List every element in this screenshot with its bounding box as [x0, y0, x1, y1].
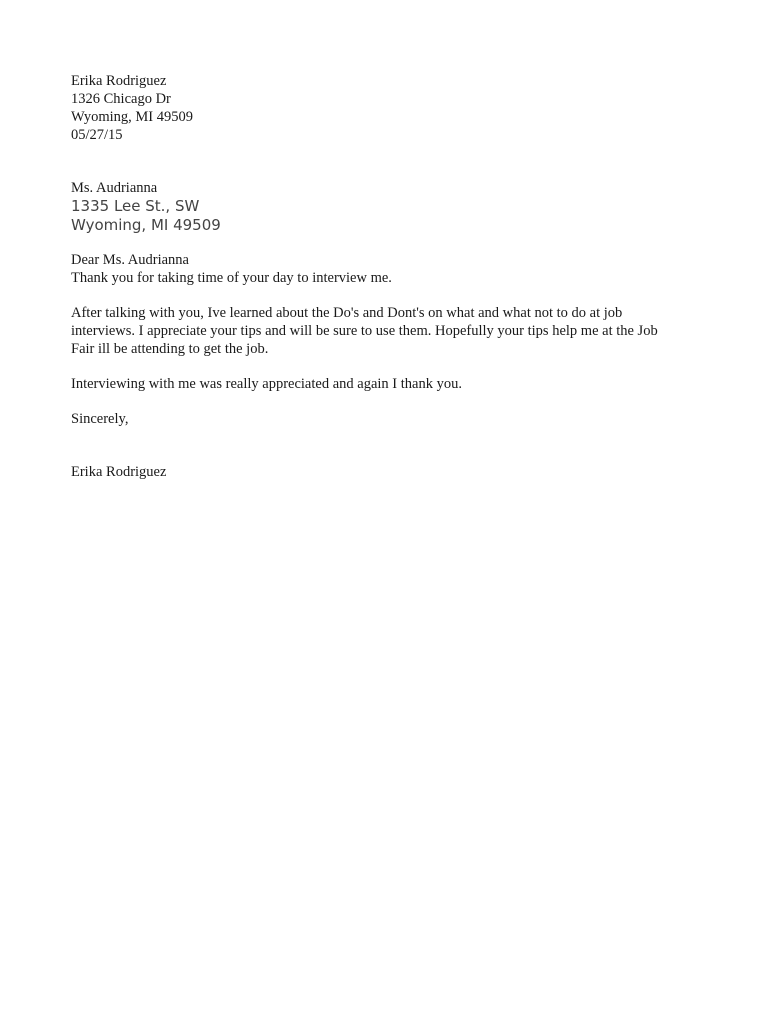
signature-name: Erika Rodriguez [71, 464, 167, 480]
signature-block [71, 463, 691, 481]
letter-date: 05/27/15 [71, 127, 123, 143]
recipient-name: Ms. Audrianna [71, 180, 158, 196]
sender-street: 1326 Chicago Dr [71, 91, 171, 107]
salutation-block [71, 251, 691, 287]
recipient-block [71, 179, 691, 234]
body-paragraph-2 [71, 375, 691, 393]
sender-name: Erika Rodriguez [71, 73, 167, 89]
body-paragraph-1 [71, 304, 691, 358]
salutation: Dear Ms. Audrianna [71, 252, 189, 268]
paragraph-1-line-3: Fair ill be attending to get the job. [71, 341, 269, 357]
paragraph-1-line-2: interviews. I appreciate your tips and will be sure to use them. Hopefully your tips help me at the Job [71, 323, 658, 339]
sender-block [71, 72, 691, 144]
letter-body [71, 72, 691, 481]
paragraph-2-text: Interviewing with me was really appreciated and again I thank you. [71, 376, 462, 392]
paragraph-1-line-1: After talking with you, Ive learned about the Do's and Dont's on what and what not to do at job [71, 305, 623, 321]
recipient-street: 1335 Lee St., SW [71, 197, 200, 215]
recipient-city-line: Wyoming, MI 49509 [71, 215, 221, 234]
sender-city-line: Wyoming, MI 49509 [71, 109, 193, 125]
closing: Sincerely, [71, 411, 129, 427]
closing-block [71, 410, 691, 428]
opening-line: Thank you for taking time of your day to interview me. [71, 270, 392, 286]
